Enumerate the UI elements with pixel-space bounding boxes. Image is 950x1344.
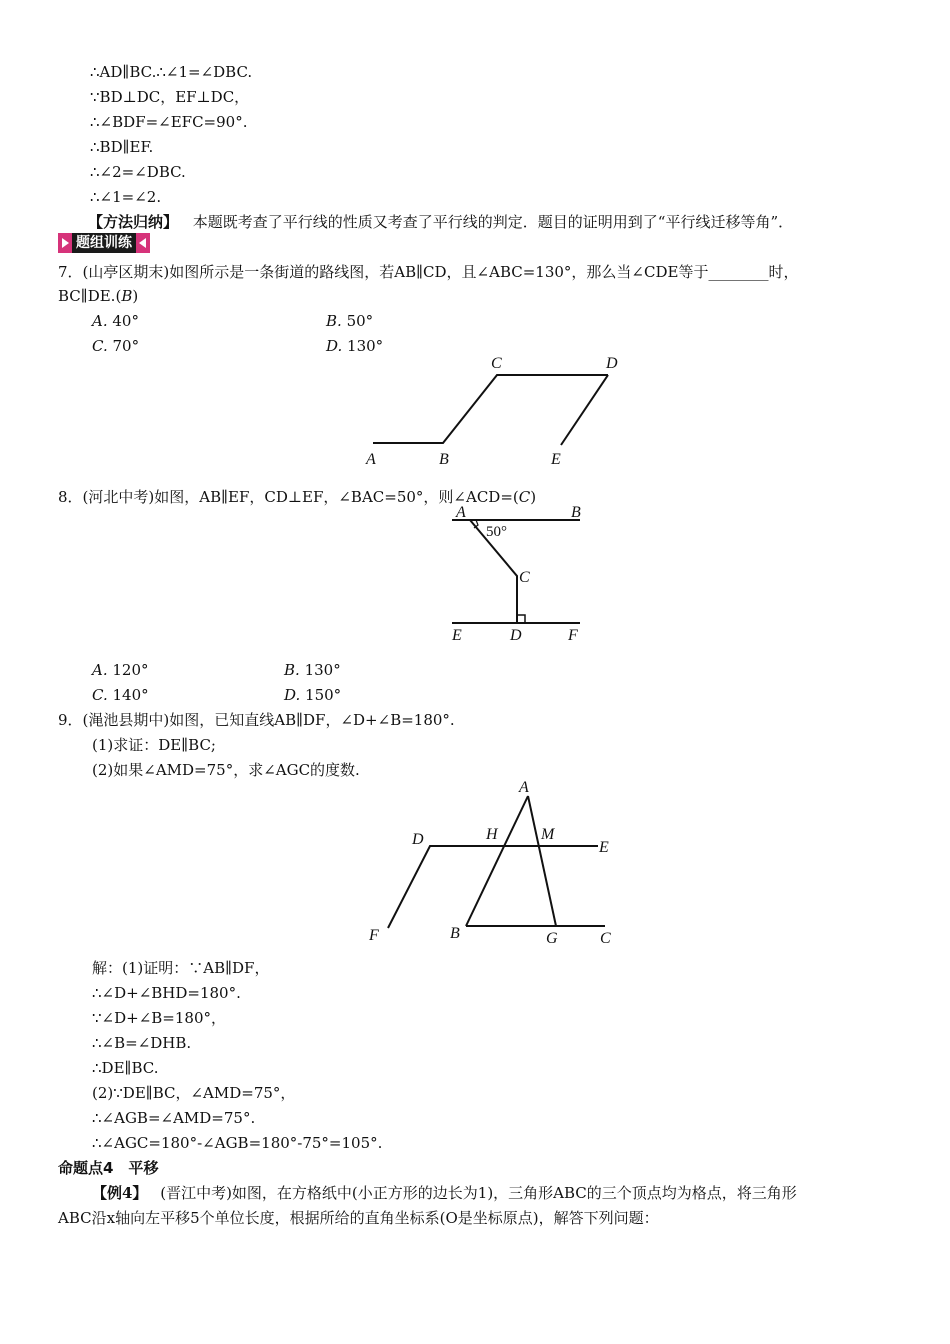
q9-stem: 9．(渑池县期中)如图，已知直线AB∥DF，∠D+∠B=180°. [58,711,455,729]
q9-solution-line: 解：(1)证明：∵AB∥DF， [92,959,270,977]
q7-option-b: B. 50° [326,312,374,330]
example-label: 【例4】 [92,1184,148,1202]
q9-label-f: F [369,927,379,944]
banner-title: 题组训练 [72,233,136,253]
q9-segment-ag [528,796,556,926]
q9-label-c: C [600,930,611,947]
q7-label-c: C [491,355,502,372]
proof-line: ∴∠BDF=∠EFC=90°. [90,113,248,131]
q8-stem: 8．(河北中考)如图，AB∥EF，CD⊥EF，∠BAC=50°，则∠ACD=(C) [58,488,537,506]
q9-sub1: (1)求证：DE∥BC; [92,736,216,754]
q8-label-b: B [571,504,581,521]
q8-option-b: B. 130° [284,661,341,679]
q9-solution-line: ∴∠D+∠BHD=180°. [92,984,241,1002]
q9-solution-line: ∴DE∥BC. [92,1059,159,1077]
q8-label-f: F [568,627,578,644]
proof-line: ∴AD∥BC.∴∠1=∠DBC. [90,63,253,81]
proof-line: ∴BD∥EF. [90,138,154,156]
proof-line: ∵BD⊥DC，EF⊥DC， [90,88,250,106]
q7-label-b: B [439,451,449,468]
q9-segment-ab [466,796,528,926]
q8-option-a: A. 120° [92,661,149,679]
q7-option-d: D. 130° [326,337,384,355]
q8-option-d: D. 150° [284,686,342,704]
q7-stem-line2: BC∥DE.(B) [58,287,139,305]
q9-solution-line: ∴∠B=∠DHB. [92,1034,192,1052]
q8-label-c: C [519,569,530,586]
proof-line: ∴∠1=∠2. [90,188,162,206]
q7-stem: 7．(山亭区期末)如图所示是一条街道的路线图，若AB∥CD，且∠ABC=130°，那么当∠CDE等于________时， [58,263,799,281]
q7-answer: B [121,287,133,305]
q8-label-d: D [510,627,522,644]
proof-line: ∴∠2=∠DBC. [90,163,186,181]
q9-solution-line: ∵∠D+∠B=180°， [92,1009,226,1027]
q7-label-a: A [366,451,376,468]
example-line1: 【例4】 (晋江中考)如图，在方格纸中(小正方形的边长为1)，三角形ABC的三个顶点均为格点，将三角形 [92,1184,797,1202]
q7-label-d: D [606,355,618,372]
method-label: 【方法归纳】 [88,213,179,231]
q8-label-a: A [456,504,466,521]
q9-label-a: A [519,779,529,796]
example-line2: ABC沿x轴向左平移5个单位长度，根据所给的直角坐标系(O是坐标原点)，解答下列问题： [58,1209,659,1227]
q9-sub2: (2)如果∠AMD=75°，求∠AGC的度数. [92,761,360,779]
method-text: 本题既考查了平行线的性质又考查了平行线的判定．题目的证明用到了“平行线迁移等角”． [192,213,794,231]
q8-label-e: E [452,627,462,644]
q9-label-d: D [412,831,424,848]
section-heading: 命题点4 平移 [58,1159,159,1177]
q7-label-e: E [551,451,561,468]
q9-solution-line: ∴∠AGB=∠AMD=75°. [92,1109,256,1127]
q9-label-g: G [546,930,558,947]
q8-angle-label: 50° [486,524,507,540]
q9-label-m: M [541,826,555,843]
q9-solution-line: (2)∵DE∥BC，∠AMD=75°， [92,1084,296,1102]
q8-option-c: C. 140° [92,686,149,704]
q9-solution-line: ∴∠AGC=180°-∠AGB=180°-75°=105°. [92,1134,383,1152]
q9-label-e: E [599,839,609,856]
q9-label-h: H [486,826,498,843]
q8-answer: C [518,488,531,506]
q7-option-c: C. 70° [92,337,140,355]
q7-option-a: A. 40° [92,312,139,330]
q9-path-fde [388,846,598,928]
q9-label-b: B [450,925,460,942]
